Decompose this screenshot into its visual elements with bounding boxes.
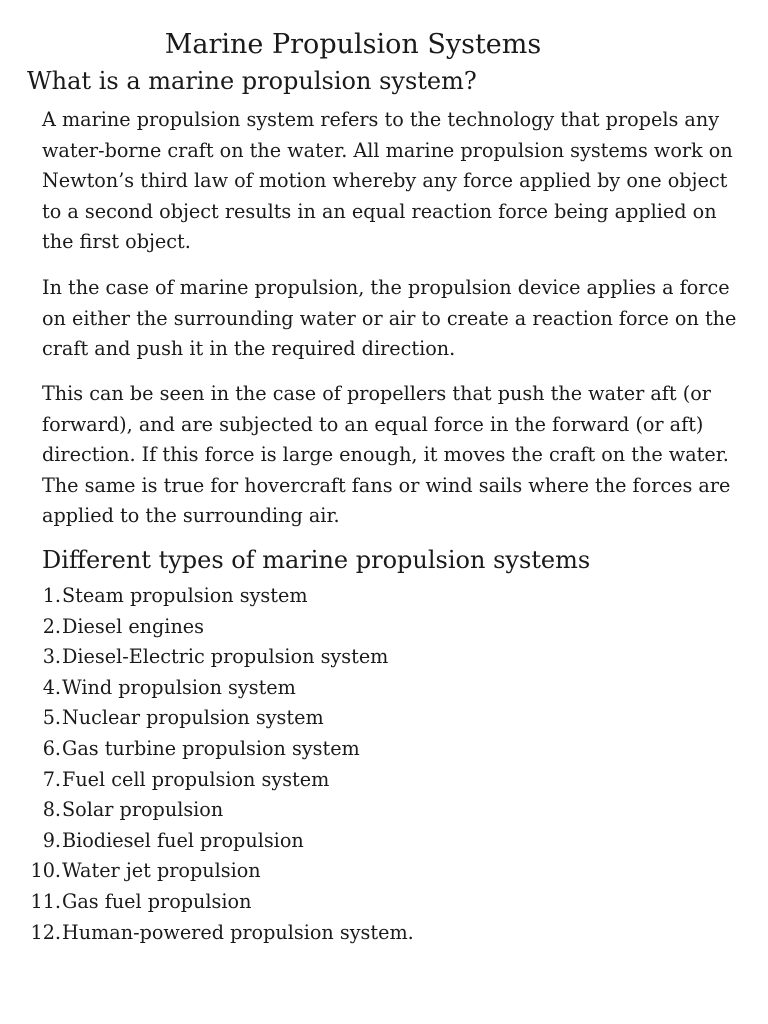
list-item-text: Water jet propulsion xyxy=(62,859,261,883)
list-item-number: 12. xyxy=(30,920,61,944)
paragraph-propellers-example: This can be seen in the case of propellers that push the water aft (or forward), and are subjected to an equal force in the forward (or aft) direction. If this force is large enough, it moves the craft on the water. The same is true for hovercraft fans or wind sails where the forces are applied to the surrounding air. xyxy=(42,382,731,528)
list-item-number: 2. xyxy=(42,614,61,638)
paragraph-reaction-force: In the case of marine propulsion, the propulsion device applies a force on either the surrounding water or air to create a reaction force on the craft and push it in the required direction. xyxy=(42,276,737,361)
list-item-text: Gas fuel propulsion xyxy=(62,889,252,913)
list-item-text: Steam propulsion system xyxy=(62,584,308,607)
list-item-number: 1. xyxy=(42,584,61,607)
list-item-number: 3. xyxy=(42,645,61,669)
section-heading-what-is: What is a marine propulsion system? xyxy=(27,67,477,95)
list-item-number: 5. xyxy=(42,706,61,730)
list-item-text: Fuel cell propulsion system xyxy=(62,767,330,791)
list-item-text: Wind propulsion system xyxy=(62,675,296,699)
list-item-text: Gas turbine propulsion system xyxy=(62,736,360,760)
list-item-number: 4. xyxy=(42,675,61,699)
section-heading-types: Different types of marine propulsion systems xyxy=(42,546,591,574)
list-item-number: 6. xyxy=(42,736,61,760)
paragraph-definition: A marine propulsion system refers to the technology that propels any water-borne craft on the water. All marine propulsion systems work on Newton’s third law of motion whereby any force applied by one object to a second object results in an equal reaction force being applied on the first object. xyxy=(42,108,733,254)
list-item-number: 10. xyxy=(30,859,61,883)
list-item-number: 9. xyxy=(42,828,61,852)
list-item-text: Diesel-Electric propulsion system xyxy=(62,645,389,669)
list-item-text: Human-powered propulsion system. xyxy=(62,920,414,944)
list-item-text: Diesel engines xyxy=(62,614,205,638)
list-item-text: Solar propulsion xyxy=(62,798,224,822)
list-item-number: 8. xyxy=(42,798,61,822)
list-item-number: 11. xyxy=(30,889,61,913)
list-item-number: 7. xyxy=(42,767,61,791)
page-title: Marine Propulsion Systems xyxy=(164,29,542,60)
list-item-text: Nuclear propulsion system xyxy=(62,706,324,730)
list-item-text: Biodiesel fuel propulsion xyxy=(62,828,304,852)
